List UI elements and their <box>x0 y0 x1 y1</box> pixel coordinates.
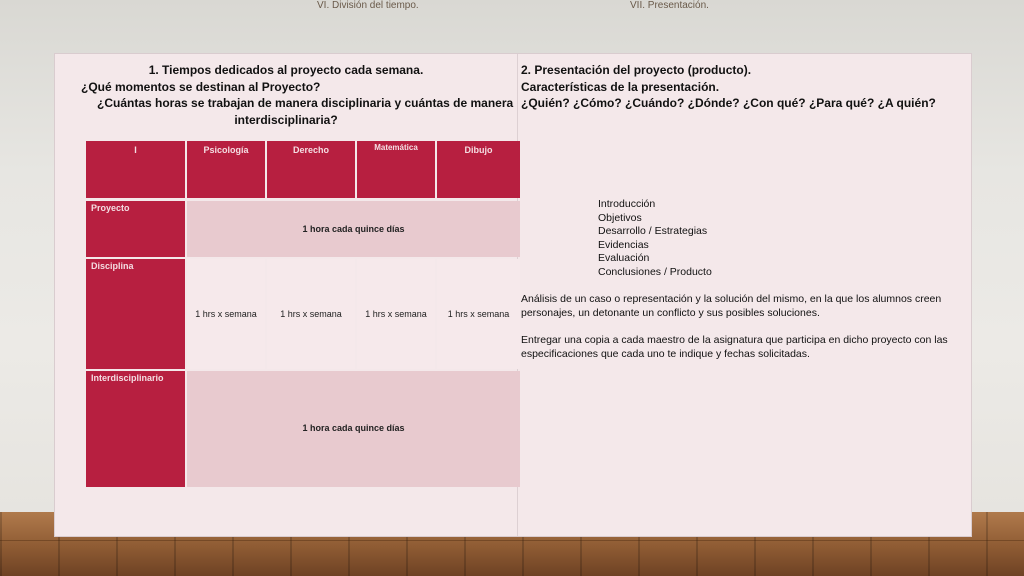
content-panel <box>54 53 972 537</box>
table-cell-merged: 1 hora cada quince días <box>187 371 520 487</box>
paragraph-analisis: Análisis de un caso o representación y la solución del mismo, en la que los alumnos creen personajes, un detonante un conflicto y sus posibles soluciones. <box>521 293 942 319</box>
right-title-line-3: ¿Quién? ¿Cómo? ¿Cuándo? ¿Dónde? ¿Con qué? ¿Para qué? ¿A quién? <box>521 96 936 110</box>
presentation-list <box>598 198 712 279</box>
table-cell: 1 hrs x semana <box>267 259 355 369</box>
row-label-proyecto: Proyecto <box>86 201 185 257</box>
table-header-cell: I <box>86 141 185 198</box>
table-header-cell: Dibujo <box>437 141 520 198</box>
paragraph-entregar: Entregar una copia a cada maestro de la asignatura que participa en dicho proyecto con las especificaciones que cada uno te indique y fechas solicitadas. <box>521 334 948 360</box>
right-section-title <box>521 62 936 112</box>
row-label-disciplina: Disciplina <box>86 259 185 369</box>
list-item: Objetivos <box>598 211 642 224</box>
floor-line <box>0 540 1024 541</box>
list-item: Introducción <box>598 198 656 210</box>
table-cell: 1 hrs x semana <box>187 259 265 369</box>
table-cell-merged: 1 hora cada quince días <box>187 201 520 257</box>
table-header-cell: Matemática <box>357 141 435 198</box>
left-section-title <box>55 62 517 128</box>
left-title-line-1: 1. Tiempos dedicados al proyecto cada semana. <box>148 63 424 77</box>
table-header-cell: Derecho <box>267 141 355 198</box>
table-header-cell: Psicología <box>187 141 265 198</box>
row-label-interdisciplinario: Interdisciplinario <box>86 371 185 487</box>
left-title-line-4: interdisciplinaria? <box>234 112 338 127</box>
left-title-line-2: ¿Qué momentos se destinan al Proyecto? <box>81 79 321 94</box>
list-item: Conclusiones / Producto <box>598 265 712 278</box>
heading-presentacion: VII. Presentación. <box>630 0 709 11</box>
heading-division-tiempo: VI. División del tiempo. <box>317 0 419 11</box>
table-cell: 1 hrs x semana <box>357 259 435 369</box>
list-item: Evidencias <box>598 238 649 251</box>
right-title-line-1: 2. Presentación del proyecto (producto). <box>521 63 752 77</box>
time-table <box>86 141 520 487</box>
table-cell: 1 hrs x semana <box>437 259 520 369</box>
left-title-line-3: ¿Cuántas horas se trabajan de manera disciplinaria y cuántas de manera <box>97 96 514 110</box>
list-item: Evaluación <box>598 252 650 264</box>
list-item: Desarrollo / Estrategias <box>598 225 708 237</box>
right-title-line-2: Características de la presentación. <box>521 79 720 94</box>
